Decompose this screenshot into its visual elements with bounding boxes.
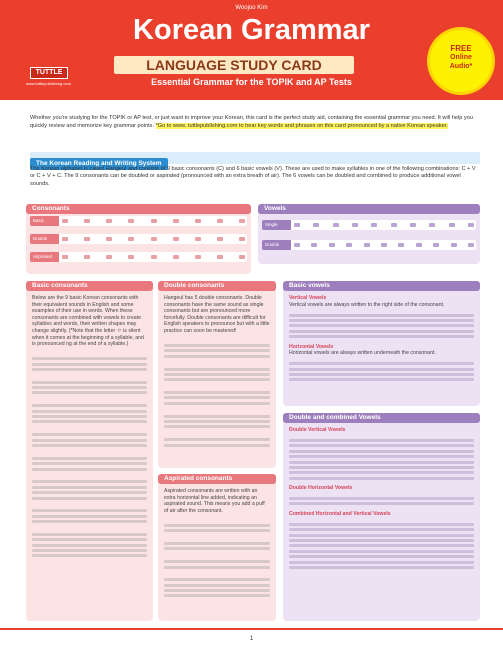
basic-consonants-text: Below are the 9 basic Korean consonants with their equivalent sounds in English and some examples of their use in words. When these consonants are combined with vowels to create syllables and words, their written shapes may change slightly. (*Note that the letter ㅇ is silent when it comes at the beginning of a syllable, and is pronounced ng at the end of a syllable.): [32, 295, 144, 348]
publisher-url: www.tuttlepublishing.com: [26, 81, 71, 86]
intro-text: Whether you're studying for the TOPIK or AP test, or just want to improve your Korean, this card is the perfect study aid, containing the essential grammar you need. It will help you quickly review and memorize key grammar points.: [30, 115, 473, 129]
page-number: 1: [249, 636, 254, 642]
vowels-panel: [258, 204, 480, 264]
double-horizontal-heading: Double Horizontal Vowels: [289, 485, 353, 492]
bottom-rule: [0, 628, 503, 630]
basic-vowels-panel: [283, 281, 480, 406]
vowel-row-double: [262, 240, 476, 250]
basic-vowels-title: Basic vowels: [283, 281, 480, 291]
aspirated-consonants-examples: [158, 518, 276, 602]
section-header: [30, 152, 480, 167]
row-label: Double: [30, 234, 59, 244]
basic-consonants-title: Basic consonants: [26, 281, 153, 291]
double-consonants-panel: [158, 281, 276, 468]
horizontal-vowels-examples: [283, 357, 480, 387]
consonant-row-double: [30, 234, 247, 244]
row-label: Aspirated: [30, 252, 59, 262]
page-title: Korean Grammar: [133, 14, 370, 46]
vowel-row-single: [262, 220, 476, 230]
double-consonants-examples: [158, 339, 276, 452]
tagline: Essential Grammar for the TOPIK and AP Tests: [151, 77, 352, 87]
horizontal-vowels-heading: Horizontal Vowels: [289, 343, 334, 350]
section-title: The Korean Reading and Writing System: [30, 158, 168, 170]
aspirated-consonants-panel: [158, 474, 276, 621]
double-horizontal-examples: [283, 492, 480, 511]
badge-line-3: Audio*: [449, 63, 473, 70]
vertical-vowels-examples: [283, 308, 480, 343]
combined-vowels-examples: [283, 517, 480, 574]
consonants-panel: [26, 204, 251, 274]
horizontal-vowels-text: Horizontal vowels are always written underneath the consonant.: [289, 350, 436, 357]
badge-line-2: Online: [450, 54, 472, 61]
aspirated-consonants-title: Aspirated consonants: [158, 474, 276, 484]
row-label: Basic: [30, 216, 59, 226]
consonant-row-basic: [30, 216, 247, 226]
free-audio-badge: [430, 30, 492, 92]
publisher-logo: TUTTLE: [30, 67, 68, 79]
author-name: Woojoo Kim: [235, 5, 268, 11]
double-vertical-heading: Double Vertical Vowels: [289, 427, 346, 433]
double-consonants-text: Hangeul has 5 double consonants. Double consonants have the same sound as single consonants but are pronounced more forcefully. Double consonants are difficult for English speakers to pronounce but with a little practice can soon be mastered!: [164, 295, 270, 334]
header-banner: [0, 0, 503, 100]
double-combined-vowels-title: Double and combined Vowels: [283, 413, 480, 423]
row-label: Double: [262, 240, 291, 250]
vertical-vowels-heading: Vertical Vowels: [289, 295, 327, 301]
double-consonants-title: Double consonants: [158, 281, 276, 291]
row-label: Single: [262, 220, 291, 230]
section-text: The Korean alphabet is called Hangeul and consists of 9 basic consonants (C) and 6 basic vowels (V). These are used to make syllables in one of the following combinations: C + V or C + V + C. The 9 consonants can be doubled or aspirated (pronounced with an extra breath of air). The 6 vowels can be doubled and combined to produce additional vowel sounds.: [30, 166, 476, 187]
card-subtitle: LANGUAGE STUDY CARD: [114, 56, 354, 74]
double-combined-vowels-panel: [283, 413, 480, 621]
audio-note-highlight: *Go to www. tuttlepublishing.com to hear key words and phrases on this card pronounced by a native Korean speaker.: [155, 122, 448, 129]
consonant-row-aspirated: [30, 252, 247, 262]
vertical-vowels-text: Vertical vowels are always written to the right side of the consonant.: [289, 301, 445, 308]
consonants-title: Consonants: [26, 204, 251, 214]
aspirated-consonants-text: Aspirated consonants are written with an extra horizontal line added, indicating an aspirated sound. This means you add a puff of air after the consonant.: [164, 488, 265, 514]
combined-vowels-heading: Combined Horizontal and Vertical Vowels: [289, 510, 391, 517]
basic-consonants-examples: [26, 352, 153, 563]
vowels-title: Vowels: [258, 204, 480, 214]
intro-paragraph: [30, 115, 480, 130]
badge-line-1: FREE: [450, 44, 472, 53]
basic-consonants-panel: [26, 281, 153, 621]
double-vertical-examples: [283, 434, 480, 486]
